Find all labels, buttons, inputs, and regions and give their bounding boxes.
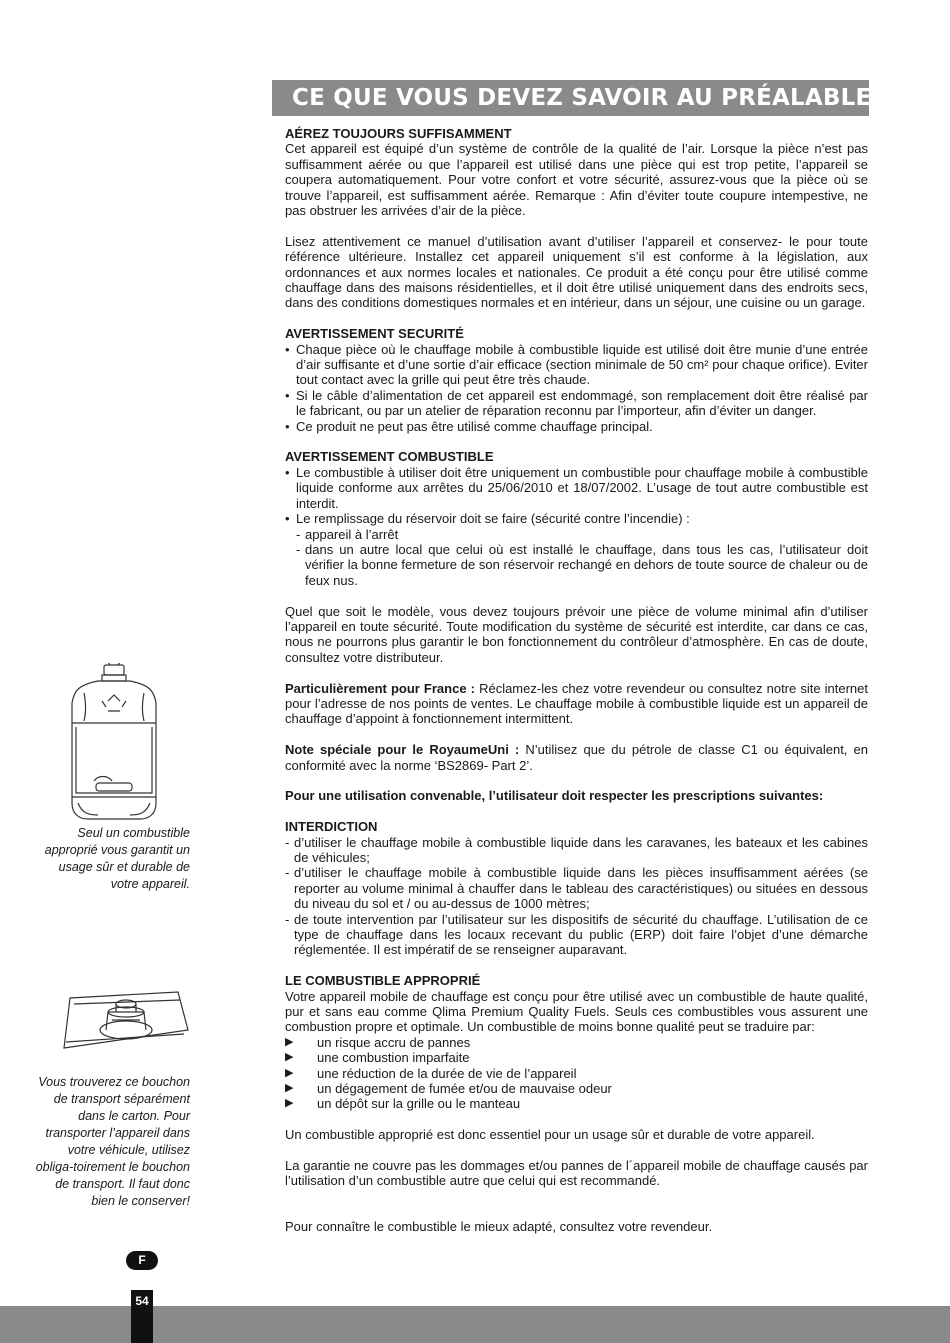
list-item: ▶ un risque accru de pannes <box>285 1035 868 1050</box>
fuel-canister-icon <box>68 663 160 823</box>
bullet-list-securite <box>285 342 868 434</box>
bullet-list-combustible <box>285 465 868 588</box>
paragraph-garantie: La garantie ne couvre pas les dommages et/ou pannes de l´appareil mobile de chauffage causés par l’utilisation d’un combustible autre que celui qui est recommandé. <box>285 1158 868 1189</box>
paragraph-essentiel: Un combustible approprié est donc essentiel pour un usage sûr et durable de votre appareil. <box>285 1127 815 1143</box>
caption-fuel-canister: Seul un combustible approprié vous garantit un usage sûr et durable de votre appareil. <box>44 826 190 891</box>
paragraph-aeration: Cet appareil est équipé d’un système de contrôle de la qualité de l’air. Lorsque la pièce n’est pas suffisamment aérée ou que l’appareil est utilisé dans une pièce qui est trop petite, l’appareil se coupera automatiquement. Pour votre confort et votre sécurité, assurez-vous que la pièce où se trouve l’appareil, est suffisamment aérée. Remarque : Afin d’éviter toute coupure intempestive, ne pas obstruer les arrivées d’air de la pièce. <box>285 141 868 219</box>
text-uk: N’utilisez que du pétrole de classe C1 ou équivalent, en conformité avec la norme ‘BS2869- Part 2’. <box>285 742 868 773</box>
paragraph-approprie: Votre appareil mobile de chauffage est conçu pour être utilisé avec un combustible de haute qualité, pur et sans eau comme Qlima Premium Quality Fuels. Seuls ces combustibles vous assurent une combustion propre et optimale. Un combustible de moins bonne qualité peut se traduire par: <box>285 988 868 1035</box>
arrow-list-risques <box>285 1035 868 1112</box>
section-heading-approprie: LE COMBUSTIBLE APPROPRIÉ <box>285 973 481 989</box>
list-item: - dans un autre local que celui où est installé le chauffage, dans tous les cas, l’utilisateur doit vérifier la bonne fermeture de son réservoir rechangé en dehors de toute source de chaleur ou de feux nus. <box>285 542 868 588</box>
label-uk: Note spéciale pour le RoyaumeUni : <box>285 742 520 758</box>
list-item: ▶ un dégagement de fumée et/ou de mauvaise odeur <box>285 1081 868 1096</box>
text-france: Réclamez-les chez votre revendeur ou consultez notre site internet pour l’adresse de nos points de ventes. Le chauffage mobile à combustible liquide est un appareil de chauffage d’appoint à fonctionnement intermittent. <box>285 680 868 727</box>
main-content <box>285 126 868 1250</box>
transport-cap-icon <box>60 990 192 1054</box>
paragraph-revendeur: Pour connaître le combustible le mieux adapté, consultez votre revendeur. <box>285 1218 713 1234</box>
section-heading-aeration: AÉREZ TOUJOURS SUFFISAMMENT <box>285 126 512 141</box>
list-interdiction <box>285 835 868 958</box>
list-item: • Chaque pièce où le chauffage mobile à combustible liquide est utilisé doit être munie d’une entrée d’air suffisante et d’une sortie d’air efficace (section minimale de 50 cm² pour chaque orifice). Eviter tout contact avec la grille qui peut être très chaude. <box>285 342 868 388</box>
page-banner-title: CE QUE VOUS DEVEZ SAVOIR AU PRÉALABLE: <box>272 80 869 116</box>
list-item-text: Le remplissage du réservoir doit se faire (sécurité contre l’incendie) : <box>296 511 690 527</box>
list-item: ▶ un dépôt sur la grille ou le manteau <box>285 1096 868 1111</box>
list-item: - d’utiliser le chauffage mobile à combustible liquide dans les caravanes, les bateaux et les cabines de véhicules; <box>285 835 868 866</box>
section-heading-interdiction: INTERDICTION <box>285 819 378 835</box>
language-badge: F <box>126 1251 158 1270</box>
section-heading-combustible: AVERTISSEMENT COMBUSTIBLE <box>285 449 494 465</box>
list-item: ▶ une réduction de la durée de vie de l’appareil <box>285 1066 868 1081</box>
list-item <box>285 511 868 588</box>
list-item: ▶ une combustion imparfaite <box>285 1050 868 1065</box>
list-item: • Le combustible à utiliser doit être uniquement un combustible pour chauffage mobile à combustible liquide conforme aux arrêtes du 25/06/2010 et 18/07/2002. L’usage de tout autre combustible est interdit. <box>285 465 868 511</box>
list-item: • Ce produit ne peut pas être utilisé comme chauffage principal. <box>285 419 868 434</box>
caption-transport-cap: Vous trouverez ce bouchon de transport séparément dans le carton. Pour transporter l’appareil dans votre véhicule, utilisez obliga-toirement le bouchon de transport. Il faut donc bien le conserver! <box>35 1075 190 1208</box>
paragraph-usage: Pour une utilisation convenable, l’utilisateur doit respecter les prescriptions suivantes: <box>285 788 824 804</box>
paragraph-manual: Lisez attentivement ce manuel d’utilisation avant d’utiliser l’appareil et conservez- le pour toute référence ultérieure. Installez cet appareil uniquement s’il est conforme à la législation, aux ordonnances et aux normes locales et nationales. Ce produit a été conçu pour être utilisé comme chauffage dans des maisons résidentielles, et il doit être utilisé uniquement dans des endroits secs, dans des conditions domestiques normales et en intérieur, dans un séjour, une cuisine ou un garage. <box>285 233 868 311</box>
sub-list-remplissage <box>285 527 868 589</box>
section-heading-securite: AVERTISSEMENT SECURITÉ <box>285 326 464 342</box>
page-number: 54 <box>131 1290 153 1343</box>
list-item: - d’utiliser le chauffage mobile à combustible liquide dans les pièces insuffisamment aérées (se reporter au volume minimal à chauffer dans le tableau des caractéristiques) ou situées en dessous du niveau du sol et / ou au-dessus de 1000 mètres; <box>285 865 868 911</box>
paragraph-volume-minimal: Quel que soit le modèle, vous devez toujours prévoir une pièce de volume minimal afin d’utiliser l’appareil en toute sécurité. Toute modification du système de sécurité est interdite, car dans ce cas, nous ne pourrons plus garantir le bon fonctionnement du contrôleur d’atmosphère. En cas de doute, consultez votre distributeur. <box>285 603 868 665</box>
list-item: - de toute intervention par l’utilisateur sur les dispositifs de sécurité du chauffage. L’utilisation de ce type de chauffage dans les locaux recevant du public (ERP) doit faire l’objet d’une démarche réglementée. Il est impératif de se renseigner auparavant. <box>285 912 868 958</box>
list-item: - appareil à l’arrêt <box>285 527 868 542</box>
paragraph-uk <box>285 742 868 773</box>
paragraph-france <box>285 681 868 727</box>
label-france: Particulièrement pour France : <box>285 680 475 696</box>
list-item: • Si le câble d’alimentation de cet appareil est endommagé, son remplacement doit être réalisé par le fabricant, ou par un atelier de réparation reconnu par l’importeur, afin d’éviter un danger. <box>285 388 868 419</box>
